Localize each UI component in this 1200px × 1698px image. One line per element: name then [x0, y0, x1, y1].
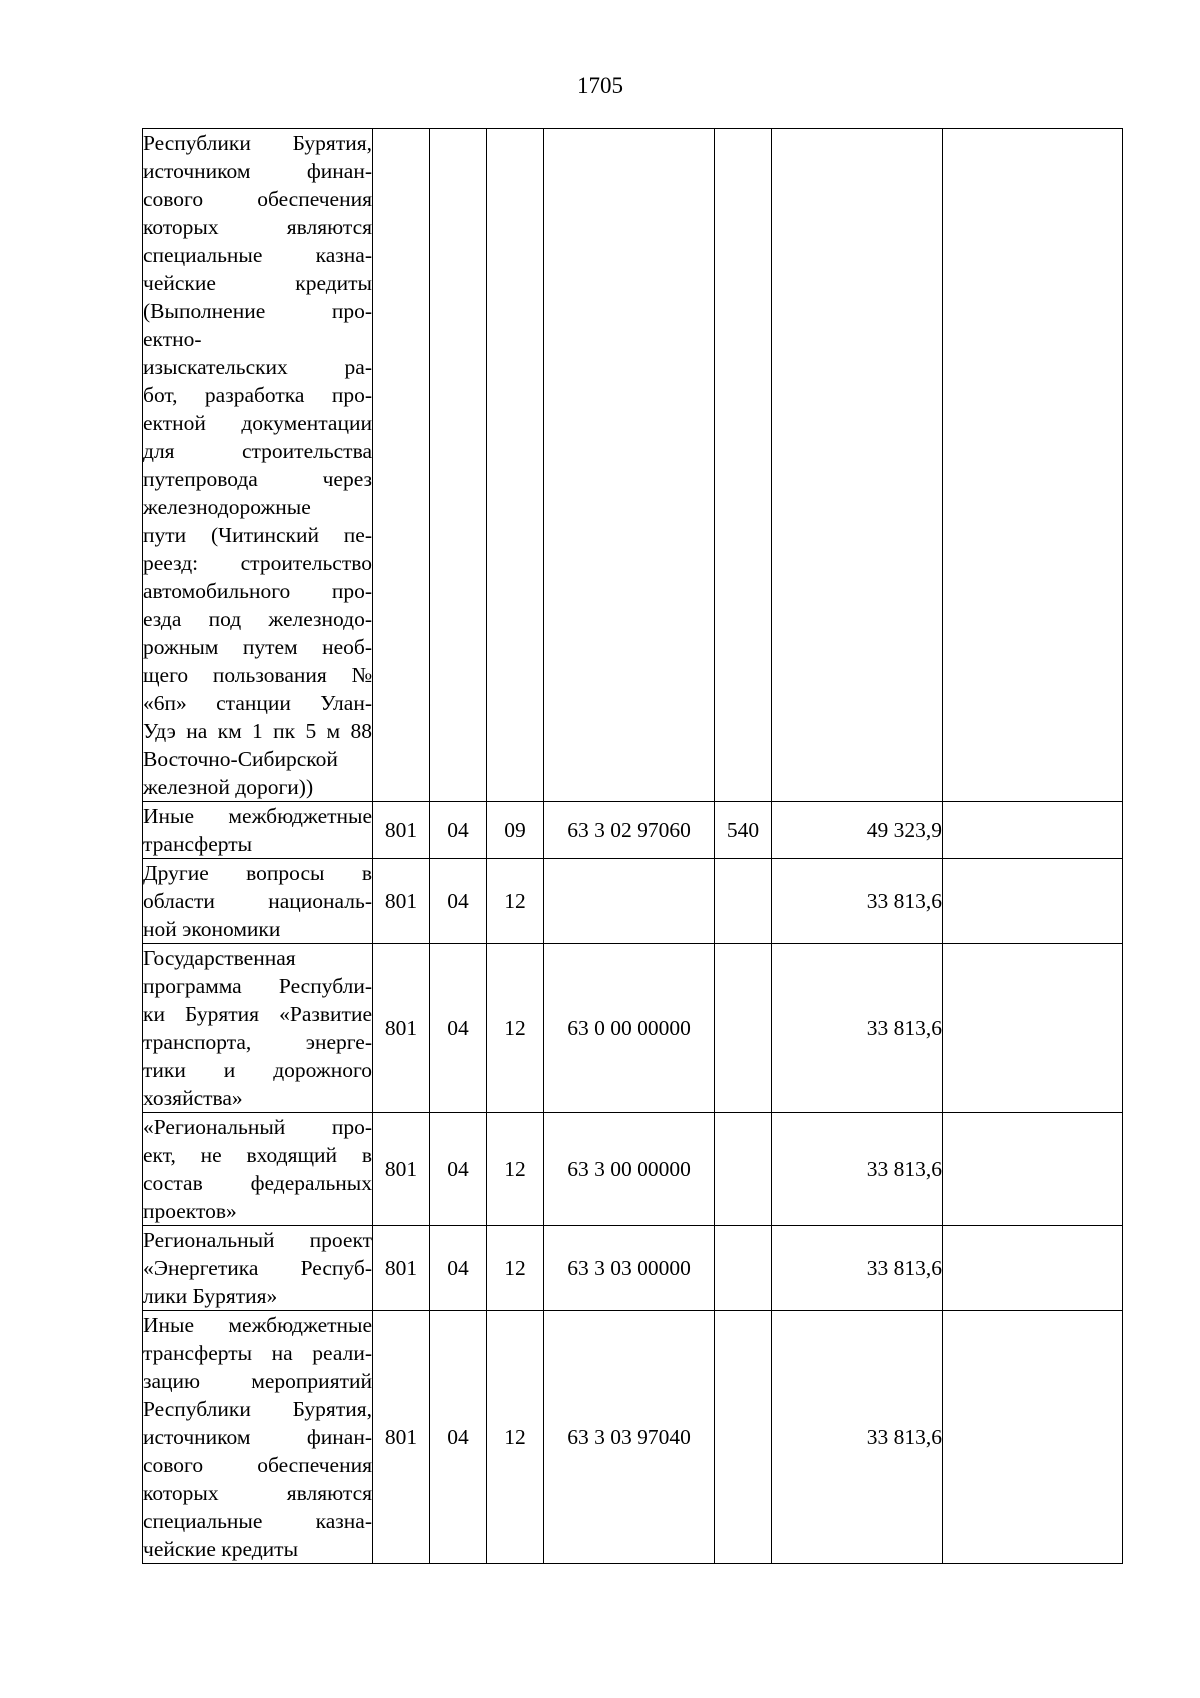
- description-line: трансферты: [143, 832, 253, 856]
- table-row: [143, 944, 1123, 1113]
- target-article-cell: [544, 129, 715, 802]
- description-cell: [143, 1311, 373, 1564]
- expense-type-cell: [715, 1311, 772, 1564]
- expense-type-cell: [715, 1113, 772, 1226]
- section-code-cell: 04: [430, 859, 487, 944]
- table-row: [143, 802, 1123, 859]
- expense-type-cell: 540: [715, 802, 772, 859]
- description-line: путепровода через: [143, 467, 372, 491]
- description-line: специальные казна-: [143, 243, 372, 267]
- description-line: тики и дорожного: [143, 1058, 372, 1082]
- description-line: состав федеральных: [143, 1171, 372, 1195]
- target-article-cell: 63 3 03 97040: [544, 1311, 715, 1564]
- amount-cell: 33 813,6: [772, 859, 943, 944]
- page-number: 1705: [577, 73, 623, 98]
- ministry-code-cell: 801: [373, 802, 430, 859]
- target-article-cell: 63 3 00 00000: [544, 1113, 715, 1226]
- table-row: [143, 859, 1123, 944]
- description-line: источником финан-: [143, 1425, 372, 1449]
- amount-cell: 33 813,6: [772, 944, 943, 1113]
- section-code-cell: 04: [430, 1311, 487, 1564]
- description-line: ектной документации: [143, 411, 372, 435]
- description-line: области националь-: [143, 889, 372, 913]
- description-line: сового обеспечения: [143, 187, 372, 211]
- description-line: лики Бурятия»: [143, 1284, 278, 1308]
- description-cell: [143, 1113, 373, 1226]
- description-line: Иные межбюджетные: [143, 804, 372, 828]
- description-cell: [143, 1226, 373, 1311]
- subsection-code-cell: 09: [487, 802, 544, 859]
- expense-type-cell: [715, 859, 772, 944]
- amount-2-cell: [943, 859, 1123, 944]
- description-line: трансферты на реали-: [143, 1341, 372, 1365]
- description-line: Республики Бурятия,: [143, 131, 372, 155]
- amount-cell: 33 813,6: [772, 1226, 943, 1311]
- description-line: ной экономики: [143, 917, 281, 941]
- description-line: чейские кредиты: [143, 271, 372, 295]
- description-line: езда под железнодо-: [143, 607, 372, 631]
- amount-2-cell: [943, 1226, 1123, 1311]
- description-line: транспорта, энерге-: [143, 1030, 372, 1054]
- section-code-cell: 04: [430, 1113, 487, 1226]
- amount-cell: 49 323,9: [772, 802, 943, 859]
- description-line: рожным путем необ-: [143, 635, 372, 659]
- section-code-cell: 04: [430, 802, 487, 859]
- ministry-code-cell: 801: [373, 1226, 430, 1311]
- description-cell: [143, 129, 373, 802]
- amount-cell: [772, 129, 943, 802]
- description-line: железной дороги)): [143, 775, 314, 799]
- ministry-code-cell: 801: [373, 1311, 430, 1564]
- ministry-code-cell: 801: [373, 944, 430, 1113]
- description-cell: [143, 944, 373, 1113]
- description-line: зацию мероприятий: [143, 1369, 372, 1393]
- amount-2-cell: [943, 1311, 1123, 1564]
- amount-2-cell: [943, 802, 1123, 859]
- description-line: которых являются: [143, 1481, 372, 1505]
- description-line: для строительства: [143, 439, 372, 463]
- target-article-cell: [544, 859, 715, 944]
- description-line: источником финан-: [143, 159, 372, 183]
- ministry-code-cell: [373, 129, 430, 802]
- description-line: изыскательских ра-: [143, 355, 372, 379]
- description-line: Другие вопросы в: [143, 861, 372, 885]
- subsection-code-cell: 12: [487, 1226, 544, 1311]
- description-line: хозяйства»: [143, 1086, 243, 1110]
- subsection-code-cell: 12: [487, 944, 544, 1113]
- expense-type-cell: [715, 944, 772, 1113]
- description-line: чейские кредиты: [143, 1537, 299, 1561]
- amount-cell: 33 813,6: [772, 1113, 943, 1226]
- amount-cell: 33 813,6: [772, 1311, 943, 1564]
- target-article-cell: 63 0 00 00000: [544, 944, 715, 1113]
- table-row: [143, 1113, 1123, 1226]
- description-line: Республики Бурятия,: [143, 1397, 372, 1421]
- description-line: Удэ на км 1 пк 5 м 88: [143, 719, 372, 743]
- description-line: ект, не входящий в: [143, 1143, 372, 1167]
- description-line: бот, разработка про-: [143, 383, 372, 407]
- description-line: Государственная: [143, 946, 296, 970]
- target-article-cell: 63 3 03 00000: [544, 1226, 715, 1311]
- description-line: пути (Читинский пе-: [143, 523, 372, 547]
- ministry-code-cell: 801: [373, 859, 430, 944]
- description-line: автомобильного про-: [143, 579, 372, 603]
- description-line: (Выполнение про-: [143, 299, 372, 323]
- description-line: сового обеспечения: [143, 1453, 372, 1477]
- description-line: специальные казна-: [143, 1509, 372, 1533]
- subsection-code-cell: 12: [487, 859, 544, 944]
- description-line: программа Республи-: [143, 974, 372, 998]
- description-line: железнодорожные: [143, 495, 311, 519]
- description-line: «Энергетика Респуб-: [143, 1256, 372, 1280]
- description-line: «6п» станции Улан-: [143, 691, 372, 715]
- description-line: ки Бурятия «Развитие: [143, 1002, 372, 1026]
- description-line: «Региональный про-: [143, 1115, 372, 1139]
- description-line: Иные межбюджетные: [143, 1313, 372, 1337]
- table-body: [143, 129, 1123, 1564]
- subsection-code-cell: [487, 129, 544, 802]
- description-line: ектно-: [143, 327, 202, 351]
- description-line: которых являются: [143, 215, 372, 239]
- table-row: [143, 1311, 1123, 1564]
- subsection-code-cell: 12: [487, 1113, 544, 1226]
- description-cell: [143, 859, 373, 944]
- description-line: щего пользования №: [143, 663, 372, 687]
- description-line: проектов»: [143, 1199, 237, 1223]
- description-line: Региональный проект: [143, 1228, 372, 1252]
- description-line: Восточно-Сибирской: [143, 747, 338, 771]
- target-article-cell: 63 3 02 97060: [544, 802, 715, 859]
- amount-2-cell: [943, 1113, 1123, 1226]
- expense-type-cell: [715, 129, 772, 802]
- amount-2-cell: [943, 944, 1123, 1113]
- subsection-code-cell: 12: [487, 1311, 544, 1564]
- amount-2-cell: [943, 129, 1123, 802]
- expense-type-cell: [715, 1226, 772, 1311]
- ministry-code-cell: 801: [373, 1113, 430, 1226]
- table-row: [143, 1226, 1123, 1311]
- section-code-cell: 04: [430, 1226, 487, 1311]
- table-row: [143, 129, 1123, 802]
- section-code-cell: [430, 129, 487, 802]
- budget-table: [142, 128, 1123, 1564]
- description-cell: [143, 802, 373, 859]
- description-line: реезд: строительство: [143, 551, 372, 575]
- section-code-cell: 04: [430, 944, 487, 1113]
